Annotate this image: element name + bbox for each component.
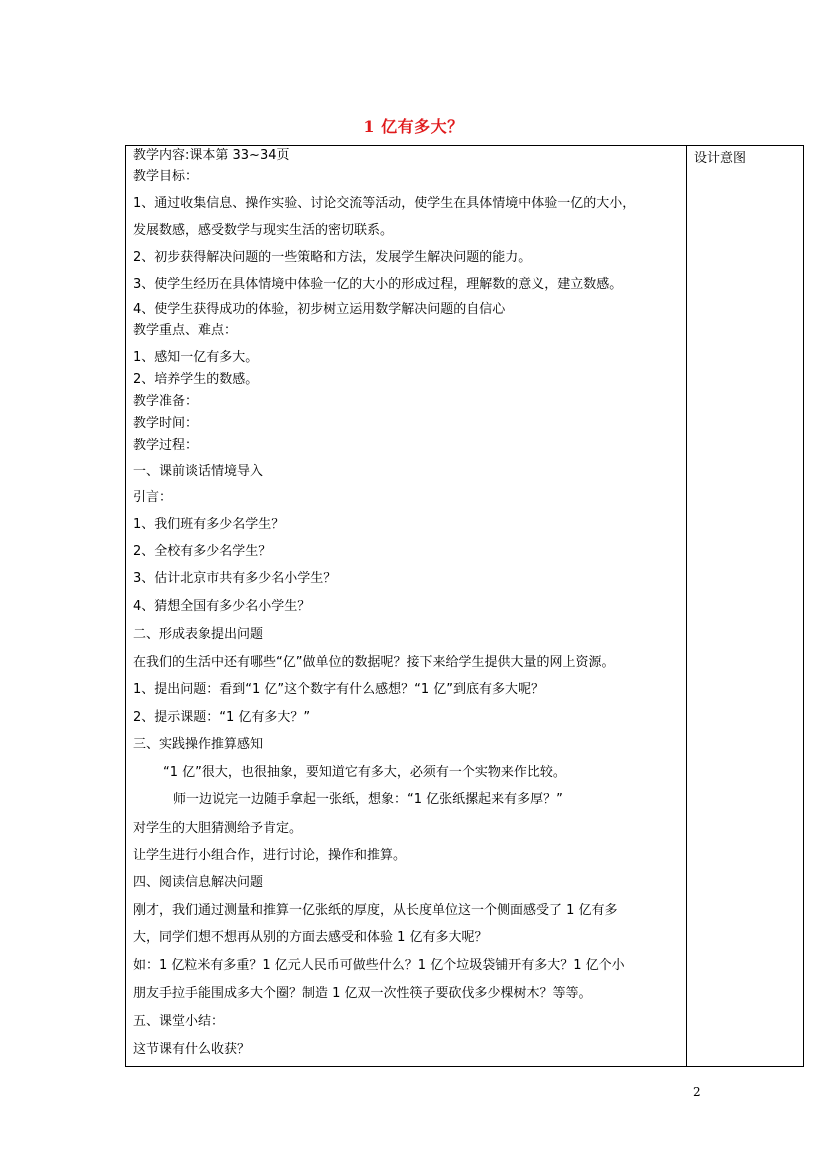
- content-line: 3、估计北京市共有多少名小学生？: [133, 571, 337, 586]
- content-line: 对学生的大胆猜测给予肯定。: [133, 821, 303, 836]
- content-line: 三、实践操作推算感知: [133, 737, 264, 752]
- content-line: 2、提示课题：“1 亿有多大？”: [133, 710, 311, 725]
- content-line: 教学过程：: [133, 438, 199, 453]
- content-line: 教学重点、难点：: [133, 323, 238, 338]
- content-line: 朋友手拉手能围成多大个圈？制造 1 亿双一次性筷子要砍伐多少棵树木？等等。: [133, 986, 592, 1001]
- page-number: 2: [693, 1085, 701, 1099]
- content-line: 四、阅读信息解决问题: [133, 875, 264, 890]
- content-line: 教学准备：: [133, 394, 199, 409]
- content-line: 教学内容:课本第 33~34页: [133, 148, 290, 163]
- design-intent-header: 设计意图: [694, 151, 747, 166]
- content-line: 让学生进行小组合作，进行讨论，操作和推算。: [133, 848, 407, 863]
- content-line: 师一边说完一边随手拿起一张纸，想象：“1 亿张纸摞起来有多厚？”: [173, 792, 563, 807]
- content-line: 2、初步获得解决问题的一些策略和方法，发展学生解决问题的能力。: [133, 250, 532, 265]
- content-line: 大，同学们想不想再从别的方面去感受和体验 1 亿有多大呢？: [133, 930, 488, 945]
- content-line: 3、使学生经历在具体情境中体验一亿的大小的形成过程，理解数的意义，建立数感。: [133, 277, 623, 292]
- content-line: 在我们的生活中还有哪些“亿”做单位的数据呢？接下来给学生提供大量的网上资源。: [133, 655, 615, 670]
- document-title: 1 亿有多大？: [363, 117, 464, 136]
- content-line: 如：1 亿粒米有多重？1 亿元人民币可做些什么？1 亿个垃圾袋铺开有多大？1 亿个小: [133, 958, 625, 973]
- content-line: 发展数感，感受数学与现实生活的密切联系。: [133, 223, 394, 238]
- content-line: 五、课堂小结：: [133, 1014, 225, 1029]
- content-line: 教学目标：: [133, 169, 199, 184]
- content-line: 1、通过收集信息、操作实验、讨论交流等活动，使学生在具体情境中体验一亿的大小，: [133, 196, 636, 211]
- content-line: “1 亿”很大，也很抽象，要知道它有多大，必须有一个实物来作比较。: [163, 765, 566, 780]
- content-line: 引言：: [133, 490, 173, 505]
- content-line: 这节课有什么收获？: [133, 1042, 251, 1057]
- content-line: 2、培养学生的数感。: [133, 372, 259, 387]
- content-line: 4、使学生获得成功的体验，初步树立运用数学解决问题的自信心: [133, 302, 506, 317]
- column-divider: [686, 146, 687, 1066]
- lesson-plan-table: [125, 145, 804, 1067]
- content-line: 刚才，我们通过测量和推算一亿张纸的厚度，从长度单位这一个侧面感受了 1 亿有多: [133, 903, 618, 918]
- content-line: 一、课前谈话情境导入: [133, 464, 264, 479]
- content-line: 2、全校有多少名学生？: [133, 544, 272, 559]
- content-line: 4、猜想全国有多少名小学生？: [133, 599, 311, 614]
- content-line: 1、我们班有多少名学生？: [133, 517, 285, 532]
- content-line: 教学时间：: [133, 416, 199, 431]
- content-line: 1、感知一亿有多大。: [133, 350, 259, 365]
- content-line: 1、提出问题：看到“1 亿”这个数字有什么感想？“1 亿”到底有多大呢？: [133, 682, 545, 697]
- content-line: 二、形成表象提出问题: [133, 627, 264, 642]
